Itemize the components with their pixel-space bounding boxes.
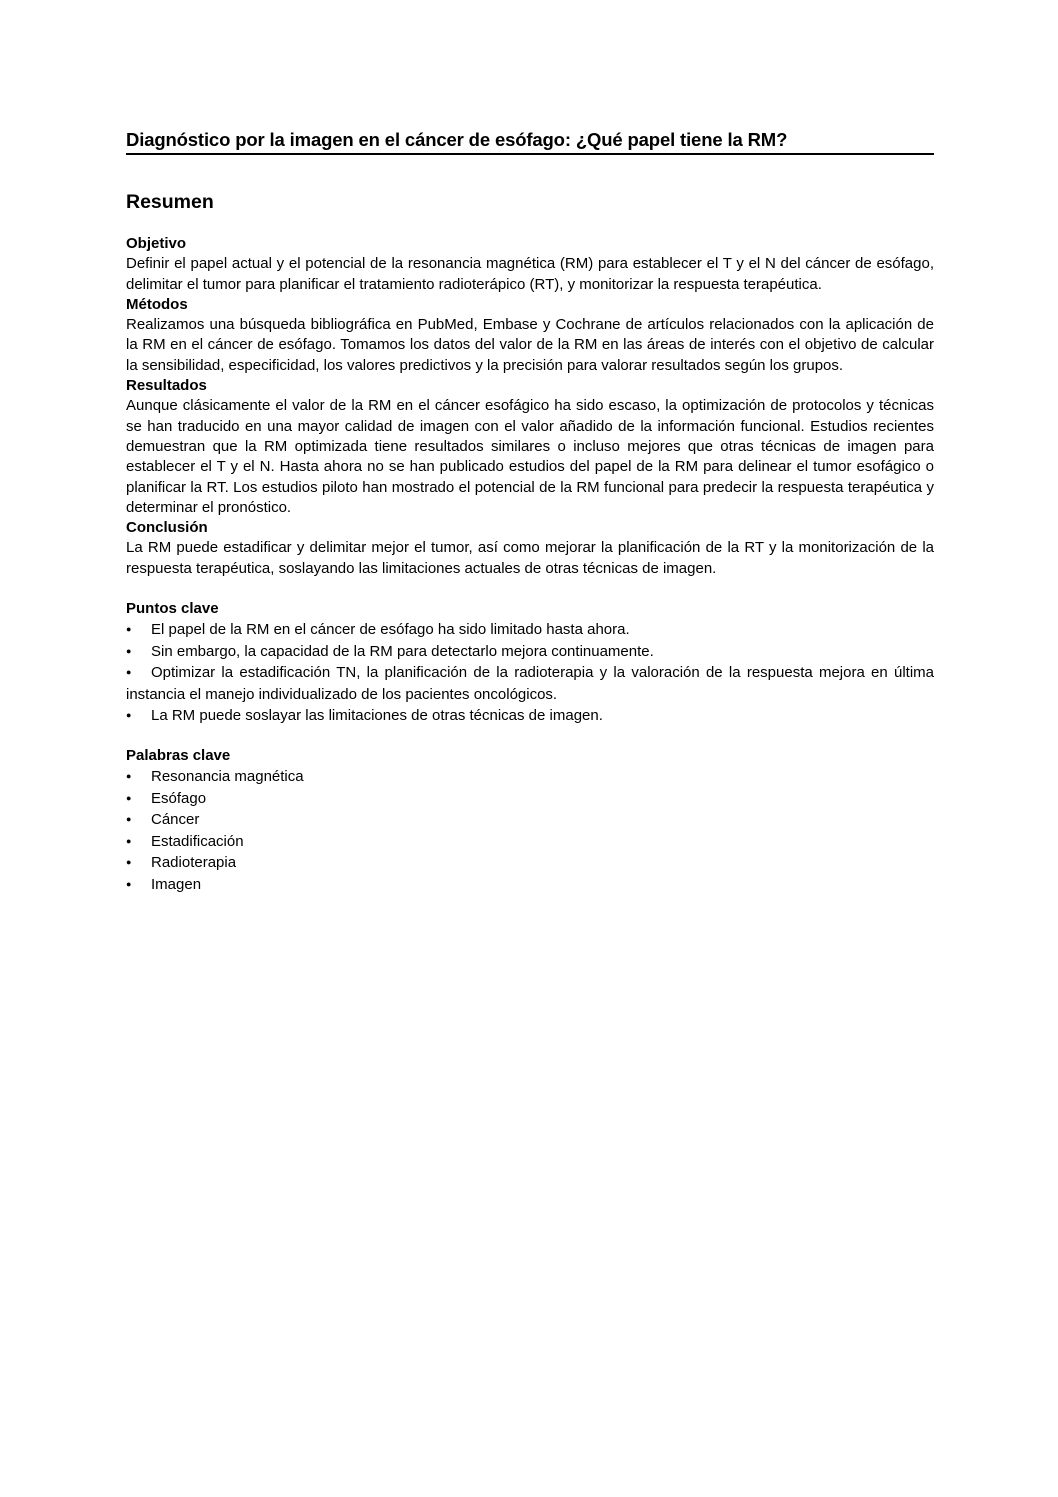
keyword-item — [126, 766, 934, 788]
section-text: Aunque clásicamente el valor de la RM en el cáncer esofágico ha sido escaso, la optimización de protocolos y técnicas se han traducido en una mayor calidad de imagen con el valor añadido de la información funcional. Estudios recientes demuestran que la RM optimizada tiene resultados similares o incluso mejores que otras técnicas de imagen para establecer el T y el N. Hasta ahora no se han publicado estudios del papel de la RM para delinear el tumor esofágico o planificar la RT. Los estudios piloto han mostrado el potencial de la RM funcional para predecir la respuesta terapéutica y determinar el pronóstico. — [126, 397, 934, 516]
bullet-icon: ● — [126, 857, 132, 868]
section-resultados — [126, 376, 934, 518]
bullet-icon: ● — [126, 792, 132, 803]
key-points-list — [126, 619, 934, 727]
keyword-text: Cáncer — [151, 811, 200, 829]
keyword-item — [126, 831, 934, 853]
bullet-icon: ● — [126, 667, 132, 678]
keyword-item — [126, 788, 934, 810]
key-point-text: El papel de la RM en el cáncer de esófago ha sido limitado hasta ahora. — [151, 621, 630, 639]
document-page — [126, 128, 934, 895]
keyword-text: Esófago — [151, 789, 207, 807]
section-heading: Conclusión — [126, 519, 208, 537]
bullet-icon: ● — [126, 814, 132, 825]
bullet-icon: ● — [126, 710, 132, 721]
key-points-heading: Puntos clave — [126, 600, 219, 618]
bullet-icon: ● — [126, 835, 132, 846]
bullet-icon: ● — [126, 878, 132, 889]
document-title: Diagnóstico por la imagen en el cáncer de esófago: ¿Qué papel tiene la RM? — [126, 128, 934, 155]
section-heading: Métodos — [126, 295, 188, 313]
keyword-text: Radioterapia — [151, 854, 237, 872]
keyword-text: Resonancia magnética — [151, 768, 304, 786]
keywords — [126, 746, 934, 895]
keyword-item — [126, 874, 934, 896]
section-heading: Objetivo — [126, 235, 187, 252]
key-point-text: Optimizar la estadificación TN, la planificación de la radioterapia y la valoración de la respuesta mejora en última instancia el manejo individualizado de los pacientes oncológicos. — [126, 664, 934, 703]
key-point-item — [126, 641, 934, 663]
section-text: Definir el papel actual y el potencial de la resonancia magnética (RM) para establecer el T y el N del cáncer de esófago, delimitar el tumor para planificar el tratamiento radioterápico (RT), y monitorizar la respuesta terapéutica. — [126, 255, 934, 293]
abstract-heading: Resumen — [126, 191, 214, 213]
section-text: Realizamos una búsqueda bibliográfica en PubMed, Embase y Cochrane de artículos relacionados con la aplicación de la RM en el cáncer de esófago. Tomamos los datos del valor de la RM en las áreas de interés con el objetivo de calcular la sensibilidad, especificidad, los valores predictivos y la precisión para valorar resultados según los grupos. — [126, 316, 934, 374]
keywords-list — [126, 766, 934, 895]
section-conclusion — [126, 518, 934, 579]
section-metodos — [126, 295, 934, 376]
keywords-heading: Palabras clave — [126, 746, 231, 764]
key-point-item — [126, 662, 934, 705]
section-heading: Resultados — [126, 377, 207, 395]
keyword-text: Imagen — [151, 875, 202, 893]
key-point-text: La RM puede soslayar las limitaciones de otras técnicas de imagen. — [151, 707, 603, 725]
keyword-item — [126, 809, 934, 831]
key-points — [126, 599, 934, 727]
bullet-icon: ● — [126, 645, 132, 656]
keyword-item — [126, 852, 934, 874]
key-point-item — [126, 705, 934, 727]
section-objetivo — [126, 234, 934, 295]
section-text: La RM puede estadificar y delimitar mejor el tumor, así como mejorar la planificación de la RT y la monitorización de la respuesta terapéutica, soslayando las limitaciones actuales de otras técnicas de imagen. — [126, 539, 934, 577]
key-point-item — [126, 619, 934, 641]
bullet-icon: ● — [126, 771, 132, 782]
key-point-text: Sin embargo, la capacidad de la RM para detectarlo mejora continuamente. — [151, 642, 654, 660]
bullet-icon: ● — [126, 624, 132, 635]
keyword-text: Estadificación — [151, 832, 244, 850]
